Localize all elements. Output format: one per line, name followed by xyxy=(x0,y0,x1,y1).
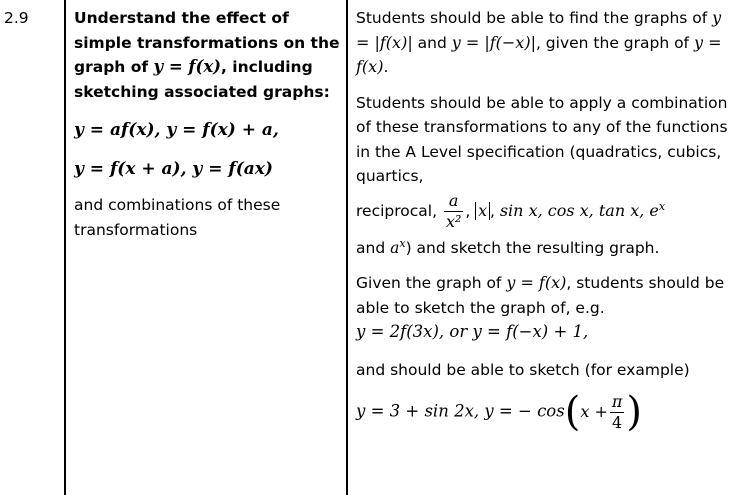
p1-math-c: y = f(x) xyxy=(356,32,722,76)
guidance-para-1 xyxy=(356,6,730,80)
column-divider-1 xyxy=(64,0,66,495)
guidance-para-2 xyxy=(356,91,730,189)
example-expression xyxy=(356,389,730,436)
p1-post2: . xyxy=(383,58,389,76)
guidance-para-2-functions: reciprocal, $\frac{a}{\text{x²}}$ , x , sin x, cos x, tan x, $e^x$ xyxy=(356,190,666,231)
left-paren: ( xyxy=(564,389,581,436)
p3-post: , students should be able to sketch the graph of, e.g. xyxy=(356,274,725,317)
p3-pre: Given the graph of xyxy=(356,274,507,293)
content-heading xyxy=(74,6,346,104)
p3-math-2: y = 2f(3x), or y = f(−x) + 1, xyxy=(356,322,589,342)
p1-math-a: y = |f(x)| xyxy=(356,8,722,52)
example-inner: x + xyxy=(580,401,608,421)
p1-post1: , given the graph of xyxy=(535,33,694,52)
p3-math: y = f(x) xyxy=(506,273,567,293)
guidance-para-2-end xyxy=(356,232,730,261)
heading-pre: Understand the effect of simple transformations on the graph of xyxy=(74,9,340,76)
a-exp: x xyxy=(399,236,406,250)
column-divider-2 xyxy=(346,0,348,495)
p1-math-b: y = |f(−x)| xyxy=(451,32,536,52)
p2-reciprocal: reciprocal, xyxy=(356,201,442,220)
p1-pre: Students should be able to find the graphs of xyxy=(356,9,713,27)
pi-fraction xyxy=(610,391,625,432)
abs-x: x xyxy=(475,202,490,220)
p2-end: ) and sketch the resulting graph. xyxy=(405,238,660,257)
p2-and: and xyxy=(356,238,391,257)
frac-numerator: a xyxy=(448,190,459,210)
content-tail: and combinations of these transformations xyxy=(74,196,281,239)
trig-list: sin x, cos x, tan x, e xyxy=(499,200,659,220)
pi-numerator: π xyxy=(611,391,623,411)
guidance-para-4: and should be able to sketch (for example) xyxy=(356,360,690,379)
math-line-1: y = af(x), y = f(x) + a, xyxy=(74,120,279,140)
reciprocal-fraction xyxy=(444,190,463,231)
p2-text: Students should be able to apply a combination of these transformations to any of the functions in the A Level specification (quadratics, cubics, quartics, xyxy=(356,93,728,185)
guidance-column xyxy=(356,0,730,436)
exp-x: x xyxy=(658,199,666,213)
example-lhs: y = 3 + sin 2x, y = − cos xyxy=(356,401,565,421)
right-paren: ) xyxy=(626,389,642,436)
guidance-para-3 xyxy=(356,271,730,320)
frac-denominator: x² xyxy=(445,211,462,231)
p1-mid: and xyxy=(412,33,452,52)
pi-denominator: 4 xyxy=(610,412,625,431)
row-number: 2.9 xyxy=(4,9,29,27)
heading-post: , including sketching associated graphs: xyxy=(74,58,330,101)
a-power: a xyxy=(390,238,400,257)
content-column xyxy=(74,0,346,242)
math-line-2: y = f(x + a), y = f(ax) xyxy=(74,158,273,179)
heading-math: y = f(x) xyxy=(153,57,221,76)
